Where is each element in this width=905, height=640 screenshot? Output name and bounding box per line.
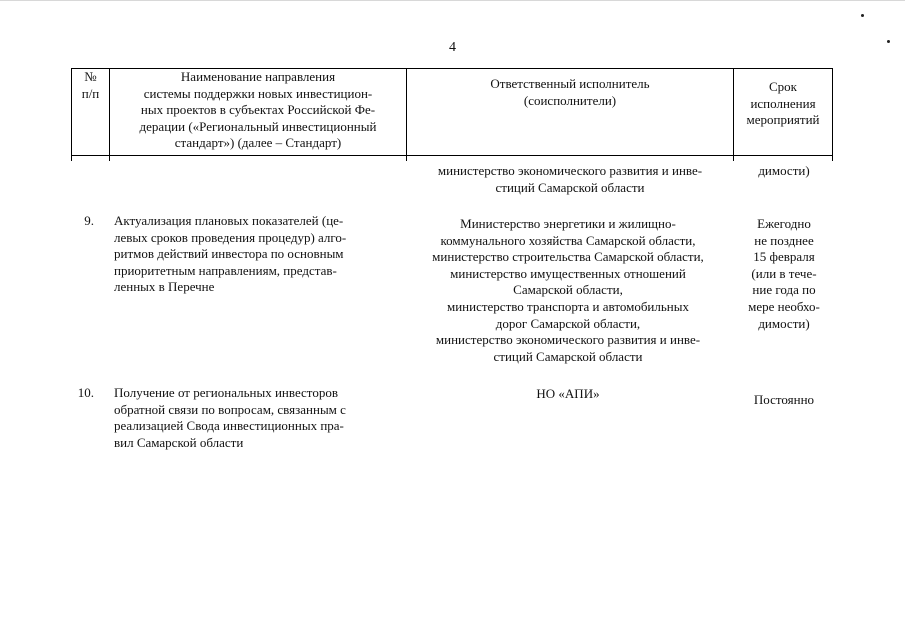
page-number: 4: [449, 40, 456, 55]
row-name: Актуализация плановых показателей (це- левых сроков проведения процедур) алго- ритмов действий инвестора по основным приоритетным направлениям, представ- ленных в Перечне: [114, 213, 347, 295]
continuation-term: димости): [758, 163, 810, 178]
scan-speck: [861, 14, 864, 17]
row-name: Получение от региональных инвесторов обратной связи по вопросам, связанным с реализацией Свода инвестиционных пра- вил Самарской области: [114, 385, 346, 450]
row-number: 10.: [77, 385, 94, 400]
header-col-number: № п/п: [72, 69, 110, 155]
row-term: Ежегодно не позднее 15 февраля (или в тече- ние года по мере необхо- димости): [748, 216, 820, 331]
header-col-term: Срок исполнения мероприятий: [734, 69, 833, 155]
table-header: [71, 68, 833, 156]
table-border: [109, 155, 110, 161]
table-border: [733, 155, 734, 161]
header-col-name: Наименование направления системы поддержки новых инвестицион- ных проектов в субъектах Российской Фе- дерации («Региональный инвестиционный стандарт») (далее – Стандарт): [110, 69, 407, 155]
table-border: [71, 155, 72, 161]
row-term: Постоянно: [753, 392, 815, 407]
header-col-executor: Ответственный исполнитель (соисполнители): [407, 69, 734, 155]
table-border: [406, 155, 407, 161]
row-number: 9.: [84, 213, 94, 228]
continuation-executor: министерство экономического развития и инве- стиций Самарской области: [437, 163, 703, 195]
table-border: [832, 155, 833, 161]
scan-top-edge: [0, 0, 905, 1]
row-executor: НО «АПИ»: [536, 386, 600, 401]
row-executor: Министерство энергетики и жилищно- коммунального хозяйства Самарской области, министерство строительства Самарской области, министерство имущественных отношений Самарской области, министерство транспорта и автомобильных дорог Самарской области, министерство экономического развития и инве- стиций Самарской области: [432, 216, 704, 364]
